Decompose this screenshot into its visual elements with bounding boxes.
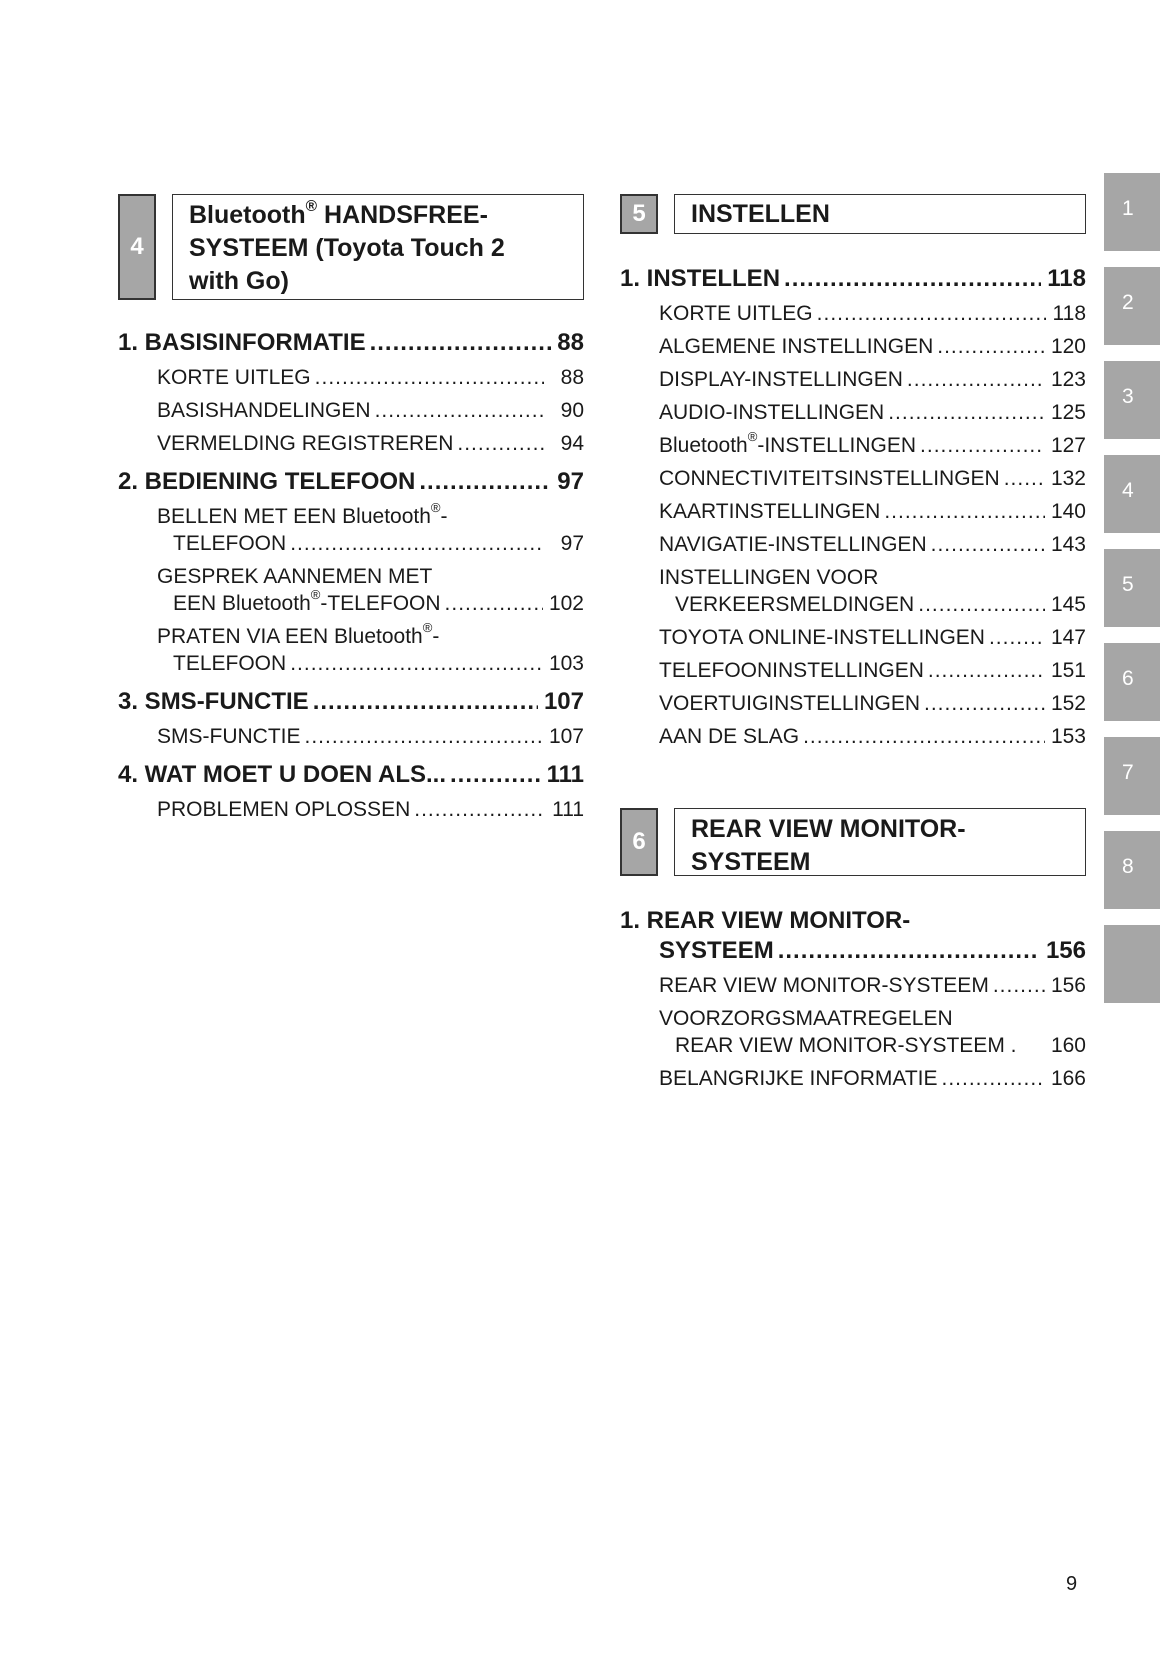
toc-section[interactable]: 2. BEDIENING TELEFOON ..... 97 <box>118 467 584 497</box>
chapter-6-header <box>620 808 1086 876</box>
toc-item[interactable]: PROBLEMEN OPLOSSEN ..... 111 <box>157 796 584 823</box>
chapter-4-header <box>118 194 584 300</box>
toc-item[interactable]: TELEFOONINSTELLINGEN ..... 151 <box>659 657 1086 684</box>
toc-item[interactable]: REAR VIEW MONITOR-SYSTEEM ..... 156 <box>659 972 1086 999</box>
section-group <box>118 687 584 750</box>
toc-item[interactable]: BELLEN MET EEN Bluetooth®- TELEFOON ..... 97 <box>157 503 584 557</box>
chapter-tabs <box>1104 173 1160 1019</box>
toc-item[interactable]: BASISHANDELINGEN ..... 90 <box>157 397 584 424</box>
toc-section[interactable]: 4. WAT MOET U DOEN ALS... ..... 111 <box>118 760 584 790</box>
toc-item[interactable]: SMS-FUNCTIE ..... 107 <box>157 723 584 750</box>
section-group <box>118 328 584 457</box>
chapter-title: Bluetooth® HANDSFREE- SYSTEEM (Toyota Touch 2 with Go) <box>172 194 584 300</box>
toc-item[interactable]: VOERTUIGINSTELLINGEN ..... 152 <box>659 690 1086 717</box>
chapter-5-header <box>620 194 1086 234</box>
chapter-tab-7[interactable]: 7 <box>1104 737 1160 815</box>
chapter-tab-blank[interactable] <box>1104 925 1160 1003</box>
page-number: 9 <box>1066 1573 1078 1595</box>
chapter-title: REAR VIEW MONITOR- SYSTEEM <box>674 808 1086 876</box>
toc-item[interactable]: CONNECTIVITEITSINSTELLINGEN ..... 132 <box>659 465 1086 492</box>
toc-section[interactable]: 3. SMS-FUNCTIE ..... 107 <box>118 687 584 717</box>
toc-item[interactable]: KAARTINSTELLINGEN ..... 140 <box>659 498 1086 525</box>
section-group <box>620 906 1086 1092</box>
chapter-tab-2[interactable]: 2 <box>1104 267 1160 345</box>
chapter-tab-4[interactable]: 4 <box>1104 455 1160 533</box>
section-group <box>118 467 584 677</box>
toc-item[interactable]: KORTE UITLEG ..... 88 <box>157 364 584 391</box>
toc-item[interactable]: VERMELDING REGISTREREN ..... 94 <box>157 430 584 457</box>
toc-item[interactable]: Bluetooth®-INSTELLINGEN ..... 127 <box>659 432 1086 459</box>
chapter-number: 5 <box>620 194 658 234</box>
toc-item[interactable]: AUDIO-INSTELLINGEN ..... 125 <box>659 399 1086 426</box>
chapter-4-column <box>118 194 584 833</box>
chapter-tab-3[interactable]: 3 <box>1104 361 1160 439</box>
toc-item[interactable]: BELANGRIJKE INFORMATIE ..... 166 <box>659 1065 1086 1092</box>
chapter-number: 4 <box>118 194 156 300</box>
section-group <box>620 264 1086 750</box>
chapter-tab-1[interactable]: 1 <box>1104 173 1160 251</box>
toc-item[interactable]: NAVIGATIE-INSTELLINGEN ..... 143 <box>659 531 1086 558</box>
toc-item[interactable]: ALGEMENE INSTELLINGEN ..... 120 <box>659 333 1086 360</box>
chapter-tab-6[interactable]: 6 <box>1104 643 1160 721</box>
section-group <box>118 760 584 823</box>
toc-item[interactable]: KORTE UITLEG ..... 118 <box>659 300 1086 327</box>
toc-section[interactable]: 1. BASISINFORMATIE ..... 88 <box>118 328 584 358</box>
chapter-number: 6 <box>620 808 658 876</box>
toc-item[interactable]: DISPLAY-INSTELLINGEN ..... 123 <box>659 366 1086 393</box>
chapter-5-6-column <box>620 194 1086 1102</box>
toc-section[interactable]: 1. REAR VIEW MONITOR- SYSTEEM ..... 156 <box>620 906 1086 966</box>
toc-item[interactable]: VOORZORGSMAATREGELEN REAR VIEW MONITOR-SYSTEEM . 160 <box>659 1007 1086 1057</box>
toc-item[interactable]: GESPREK AANNEMEN MET EEN Bluetooth®-TELEFOON ..... 102 <box>157 563 584 617</box>
chapter-tab-8[interactable]: 8 <box>1104 831 1160 909</box>
toc-section[interactable]: 1. INSTELLEN ..... 118 <box>620 264 1086 294</box>
toc-item[interactable]: INSTELLINGEN VOOR VERKEERSMELDINGEN ..... 145 <box>659 564 1086 618</box>
toc-item[interactable]: PRATEN VIA EEN Bluetooth®- TELEFOON ..... 103 <box>157 623 584 677</box>
chapter-title: INSTELLEN <box>674 194 1086 234</box>
toc-item[interactable]: AAN DE SLAG ..... 153 <box>659 723 1086 750</box>
toc-item[interactable]: TOYOTA ONLINE-INSTELLINGEN ..... 147 <box>659 624 1086 651</box>
chapter-tab-5[interactable]: 5 <box>1104 549 1160 627</box>
